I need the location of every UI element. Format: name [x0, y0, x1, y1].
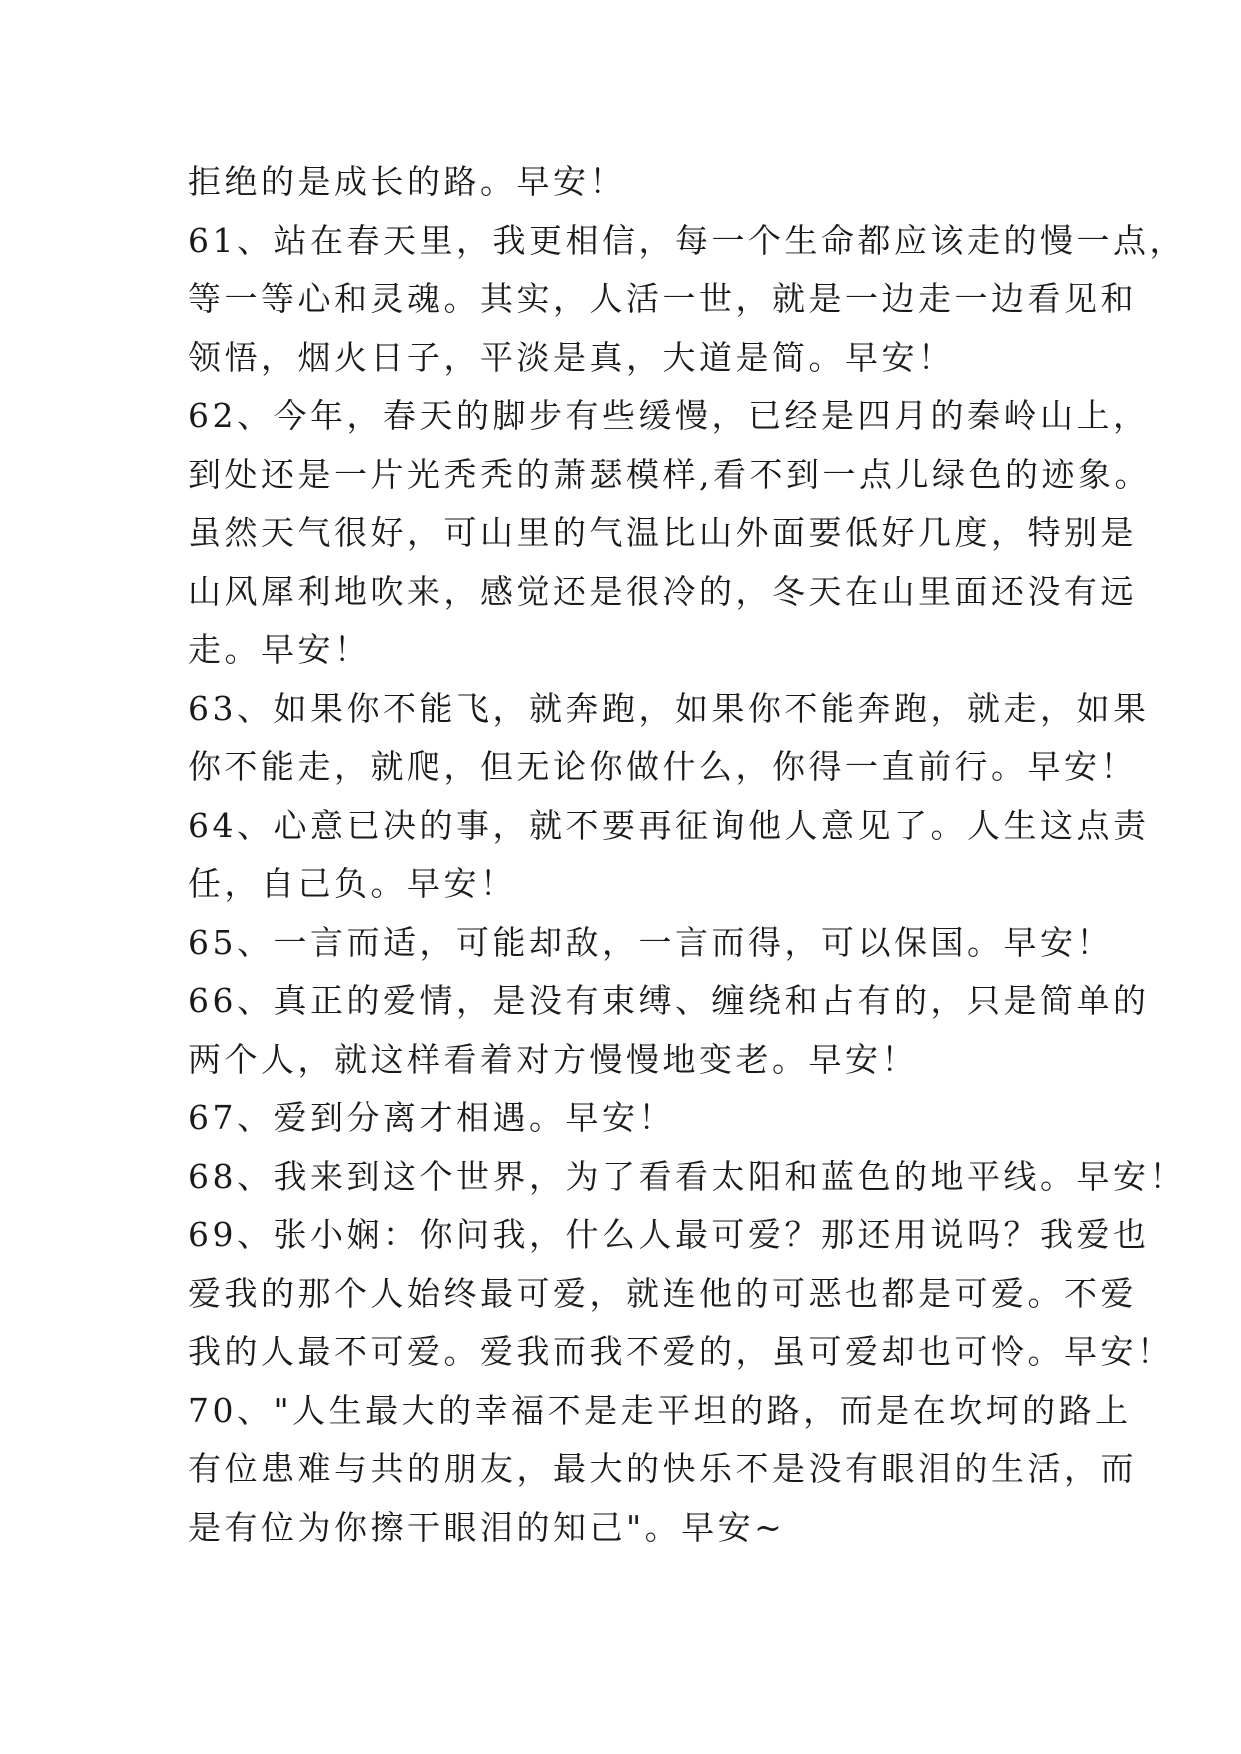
text-line: 你不能走，就爬，但无论你做什么，你得一直前行。早安！	[188, 747, 1137, 786]
text-line: 我的人最不可爱。爱我而我不爱的，虽可爱却也可怜。早安！	[188, 1332, 1174, 1371]
text-line: 68、我来到这个世界，为了看看太阳和蓝色的地平线。早安！	[188, 1156, 1186, 1196]
text-line: 领悟，烟火日子，平淡是真，大道是简。早安！	[188, 337, 955, 377]
text-line: 走。早安！	[188, 630, 371, 669]
text-line: 虽然天气很好，可山里的气温比山外面要低好几度，特别是	[188, 513, 1137, 552]
text-line: 山风犀利地吹来，感觉还是很冷的，冬天在山里面还没有远	[188, 571, 1137, 611]
text-line: 67、爱到分离才相遇。早安！	[188, 1098, 675, 1137]
text-line: 两个人，就这样看着对方慢慢地变老。早安！	[188, 1039, 918, 1079]
text-line: 63、如果你不能飞，就奔跑，如果你不能奔跑，就走，如果	[188, 688, 1150, 728]
text-line: 有位患难与共的朋友，最大的快乐不是没有眼泪的生活，而	[188, 1449, 1137, 1488]
document-body-text	[188, 153, 1186, 1557]
text-line: 到处还是一片光秃秃的萧瑟模样,看不到一点儿绿色的迹象。	[188, 454, 1151, 494]
text-line: 64、心意已决的事，就不要再征询他人意见了。人生这点责	[188, 805, 1150, 845]
text-line: 66、真正的爱情，是没有束缚、缠绕和占有的，只是简单的	[188, 981, 1150, 1020]
text-line: 拒绝的是成长的路。早安！	[188, 162, 626, 201]
text-line: 等一等心和灵魂。其实，人活一世，就是一边走一边看见和	[188, 279, 1137, 318]
text-line: 任，自己负。早安！	[188, 864, 517, 903]
text-line: 是有位为你擦干眼泪的知己"。早安~	[188, 1507, 786, 1547]
text-line: 62、今年，春天的脚步有些缓慢，已经是四月的秦岭山上，	[188, 396, 1150, 435]
text-line: 70、"人生最大的幸福不是走平坦的路，而是在坎坷的路上	[188, 1390, 1132, 1430]
text-line: 69、张小娴：你问我，什么人最可爱？那还用说吗？我爱也	[188, 1215, 1150, 1254]
text-line: 65、一言而适，可能却敌，一言而得，可以保国。早安！	[188, 922, 1113, 962]
text-line: 爱我的那个人始终最可爱，就连他的可恶也都是可爱。不爱	[188, 1273, 1137, 1313]
text-line: 61、站在春天里，我更相信，每一个生命都应该走的慢一点，	[188, 220, 1186, 260]
